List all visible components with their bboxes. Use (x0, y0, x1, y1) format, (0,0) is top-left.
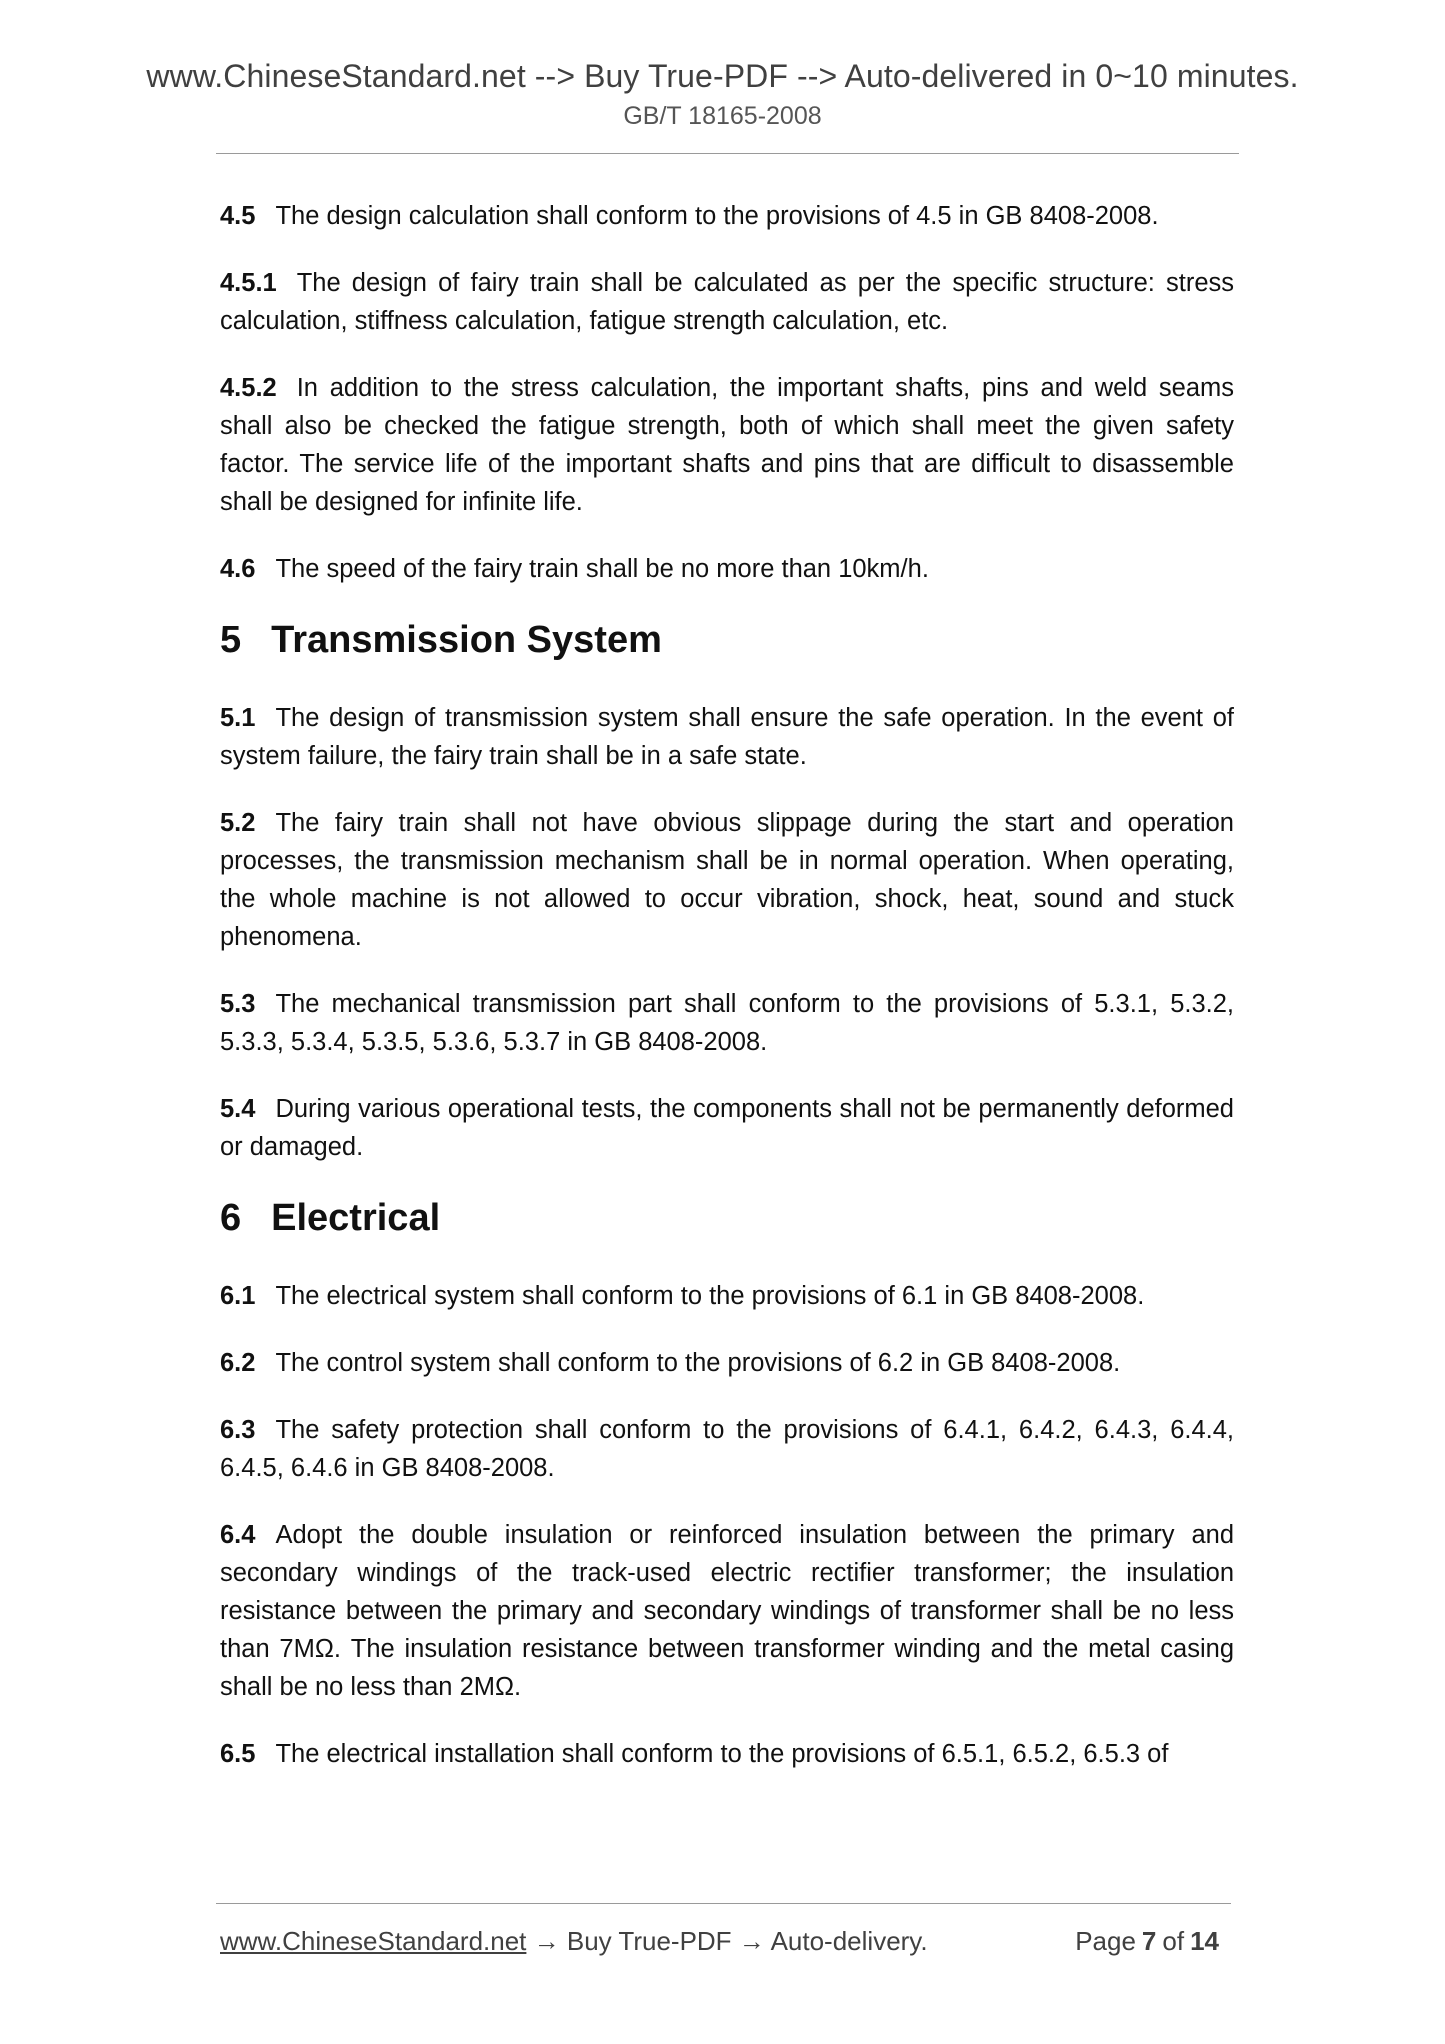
page-current: 7 (1141, 1926, 1157, 1956)
clause-number: 6.4 (220, 1521, 256, 1549)
clause-number: 4.6 (220, 555, 256, 583)
clause-text: The electrical system shall conform to the provisions of 6.1 in GB 8408-2008. (275, 1282, 1145, 1310)
header-divider (216, 153, 1239, 154)
clause-number: 6.3 (220, 1416, 256, 1444)
section-title-text: Electrical (271, 1197, 441, 1239)
clause-text: In addition to the stress calculation, the important shafts, pins and weld seams shall also be checked the fatigue strength, both of which shall meet the given safety factor. The service life of the important shafts and pins that are difficult to disassemble shall be designed for infinite life. (220, 374, 1234, 516)
clause-number: 5.3 (220, 990, 256, 1018)
clause-text: The speed of the fairy train shall be no more than 10km/h. (275, 555, 929, 583)
clause-6-3 (220, 1411, 1234, 1487)
page-footer (220, 1924, 1230, 1958)
clause-5-1 (220, 699, 1234, 775)
footer-tagline: → Buy True-PDF → Auto-delivery. (526, 1926, 928, 1956)
clause-4-6 (220, 550, 1234, 588)
clause-text: The mechanical transmission part shall conform to the provisions of 5.3.1, 5.3.2, 5.3.3, 5.3.4, 5.3.5, 5.3.6, 5.3.7 in GB 8408-2008. (220, 990, 1234, 1056)
clause-6-2 (220, 1344, 1234, 1382)
footer-divider (216, 1903, 1231, 1904)
clause-text: The electrical installation shall conform to the provisions of 6.5.1, 6.5.2, 6.5.3 of (275, 1740, 1169, 1768)
page-indicator (1075, 1924, 1225, 1958)
clause-number: 6.1 (220, 1282, 256, 1310)
clause-number: 4.5 (220, 202, 256, 230)
clause-text: The design of fairy train shall be calculated as per the specific structure: stress calculation, stiffness calculation, fatigue strength calculation, etc. (220, 269, 1234, 335)
clause-text: The safety protection shall conform to the provisions of 6.4.1, 6.4.2, 6.4.3, 6.4.4, 6.4.5, 6.4.6 in GB 8408-2008. (220, 1416, 1234, 1482)
document-body (220, 197, 1234, 1802)
page-label: Page (1075, 1926, 1136, 1956)
of-label: of (1162, 1926, 1185, 1956)
clause-text: The design calculation shall conform to the provisions of 4.5 in GB 8408-2008. (275, 202, 1159, 230)
clause-5-3 (220, 985, 1234, 1061)
clause-number: 6.2 (220, 1349, 256, 1377)
section-number: 6 (220, 1197, 242, 1239)
clause-number: 5.2 (220, 809, 256, 837)
clause-number: 6.5 (220, 1740, 256, 1768)
section-heading-5 (220, 617, 1234, 663)
clause-4-5 (220, 197, 1234, 235)
clause-text: The design of transmission system shall ensure the safe operation. In the event of system failure, the fairy train shall be in a safe state. (220, 704, 1234, 770)
header-banner[interactable]: www.ChineseStandard.net --> Buy True-PDF --> Auto-delivered in 0~10 minutes. (146, 58, 1299, 94)
clause-5-2 (220, 804, 1234, 956)
clause-text: During various operational tests, the components shall not be permanently deformed or damaged. (220, 1095, 1234, 1161)
standard-code: GB/T 18165-2008 (623, 102, 822, 130)
clause-number: 5.4 (220, 1095, 256, 1123)
clause-4-5-2 (220, 369, 1234, 521)
page-total: 14 (1190, 1926, 1219, 1956)
clause-text: The fairy train shall not have obvious slippage during the start and operation processes, the transmission mechanism shall be in normal operation. When operating, the whole machine is not allowed to occur vibration, shock, heat, sound and stuck phenomena. (220, 809, 1234, 951)
clause-number: 4.5.2 (220, 374, 277, 402)
clause-4-5-1 (220, 264, 1234, 340)
section-number: 5 (220, 619, 242, 661)
clause-number: 5.1 (220, 704, 256, 732)
clause-number: 4.5.1 (220, 269, 277, 297)
clause-5-4 (220, 1090, 1234, 1166)
clause-text: Adopt the double insulation or reinforced insulation between the primary and secondary windings of the track-used electric rectifier transformer; the insulation resistance between the primary and secondary windings of transformer shall be no less than 7MΩ. The insulation resistance between transformer winding and the metal casing shall be no less than 2MΩ. (220, 1521, 1234, 1701)
page-header (0, 56, 1445, 132)
clause-6-1 (220, 1277, 1234, 1315)
section-title-text: Transmission System (271, 619, 662, 661)
clause-6-4 (220, 1516, 1234, 1706)
section-heading-6 (220, 1195, 1234, 1241)
footer-site-link[interactable]: www.ChineseStandard.net (220, 1926, 527, 1956)
clause-6-5 (220, 1735, 1234, 1773)
clause-text: The control system shall conform to the provisions of 6.2 in GB 8408-2008. (275, 1349, 1121, 1377)
